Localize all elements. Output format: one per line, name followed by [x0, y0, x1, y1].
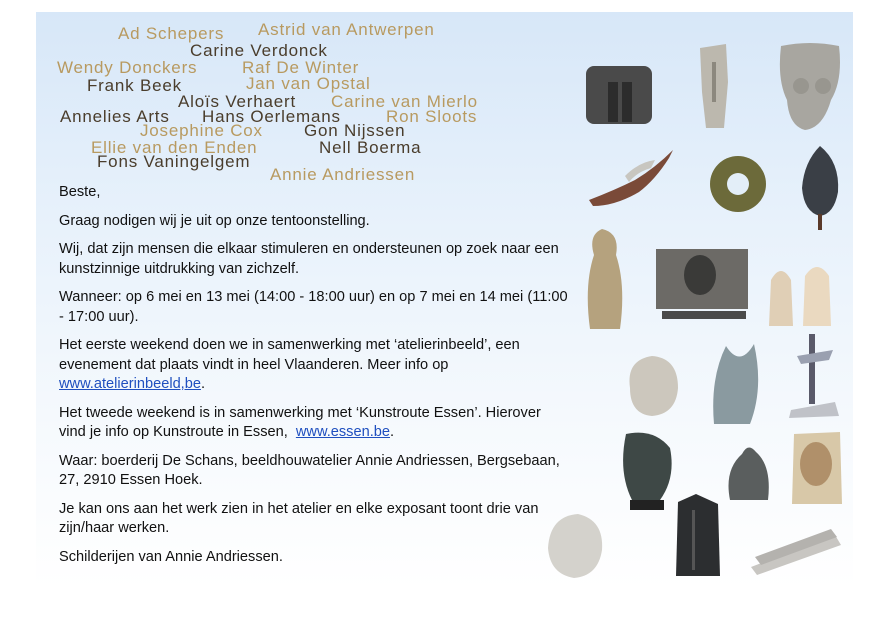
stone-block-sculpture — [582, 60, 656, 130]
twin-sculpture — [763, 256, 839, 332]
name-wendy-donckers: Wendy Donckers — [57, 58, 198, 77]
name-raf-de-winter: Raf De Winter — [242, 58, 360, 77]
about-text: Wij, dat zijn mensen die elkaar stimuleren en ondersteunen op zoek naar een kunstzinnige uitdrukking van zichzelf. — [59, 241, 559, 277]
name-alois-verhaert: Aloïs Verhaert — [178, 92, 296, 111]
name-ellie-van-den-enden: Ellie van den Enden — [91, 138, 258, 157]
head-sculpture — [694, 42, 734, 132]
weekend2-end: . — [390, 424, 395, 440]
name-josephine-cox: Josephine Cox — [140, 121, 263, 140]
torso-sculpture — [775, 40, 845, 132]
greeting: Beste, — [59, 184, 101, 200]
name-frank-beek: Frank Beek — [87, 76, 182, 95]
name-gon-nijssen: Gon Nijssen — [304, 121, 406, 140]
name-carine-verdonck: Carine Verdonck — [190, 41, 328, 60]
weekend1-text: Het eerste weekend doen we in samenwerking met ‘atelierinbeeld’, een evenement dat plaats vindt in heel Vlaanderen. Meer info op — [59, 337, 520, 373]
name-ad-schepers: Ad Schepers — [118, 24, 225, 43]
name-nell-boerma: Nell Boerma — [319, 138, 422, 157]
face-sculpture — [788, 428, 846, 508]
weekend1-paragraph — [59, 336, 569, 395]
branch-sculpture — [585, 140, 677, 210]
figure-sculpture — [580, 225, 632, 335]
log-bundle-sculpture — [745, 525, 847, 577]
where-text: Waar: boerderij De Schans, beeldhouwatelier Annie Andriessen, Bergsebaan, 27, 2910 Essen Hoek. — [59, 452, 560, 488]
animal-sculpture — [720, 440, 776, 510]
when-text: Wanneer: op 6 mei en 13 mei (14:00 - 18:00 uur) en op 7 mei en 14 mei (11:00 - 17:00 uur). — [59, 289, 568, 325]
tall-dark-sculpture — [670, 490, 726, 582]
weekend1-end: . — [200, 376, 206, 392]
relief-sculpture — [652, 245, 754, 323]
name-annie-andriessen: Annie Andriessen — [270, 165, 416, 184]
name-hans-oerlemans: Hans Oerlemans — [202, 107, 341, 126]
paintings-text: Schilderijen van Annie Andriessen. — [59, 548, 283, 565]
name-fons-vaningelgem: Fons Vaningelgem — [97, 152, 251, 171]
work-text: Je kan ons aan het werk zien in het atelier en elke exposant toont drie van zijn/haar werken. — [59, 500, 539, 536]
dark-stone-sculpture — [614, 428, 678, 514]
abstract-sculpture — [783, 330, 845, 422]
wreath-sculpture — [703, 150, 773, 218]
essen-link[interactable]: www.essen.be — [295, 424, 390, 440]
invite-text: Graag nodigen wij je uit op onze tentoonstelling. — [59, 212, 370, 229]
name-ron-sloots: Ron Sloots — [386, 107, 478, 126]
atelierinbeeld-link[interactable]: www.atelierinbeeld,be — [59, 376, 201, 392]
weekend2-paragraph — [59, 404, 569, 443]
weekend2-text: Het tweede weekend is in samenwerking met ‘Kunstroute Essen’. Hierover vind je info op Kunstroute in Essen, — [59, 404, 541, 440]
wing-sculpture — [706, 338, 766, 428]
name-jan-van-opstal: Jan van Opstal — [246, 74, 371, 93]
invitation-letter — [59, 183, 569, 576]
leaf-sculpture — [796, 142, 846, 232]
name-annelies-arts: Annelies Arts — [60, 107, 170, 126]
embrace-sculpture — [620, 348, 686, 422]
name-carine-van-mierlo: Carine van Mierlo — [331, 92, 478, 111]
name-astrid-van-antwerpen: Astrid van Antwerpen — [258, 20, 435, 39]
lion-head-sculpture — [540, 508, 610, 580]
